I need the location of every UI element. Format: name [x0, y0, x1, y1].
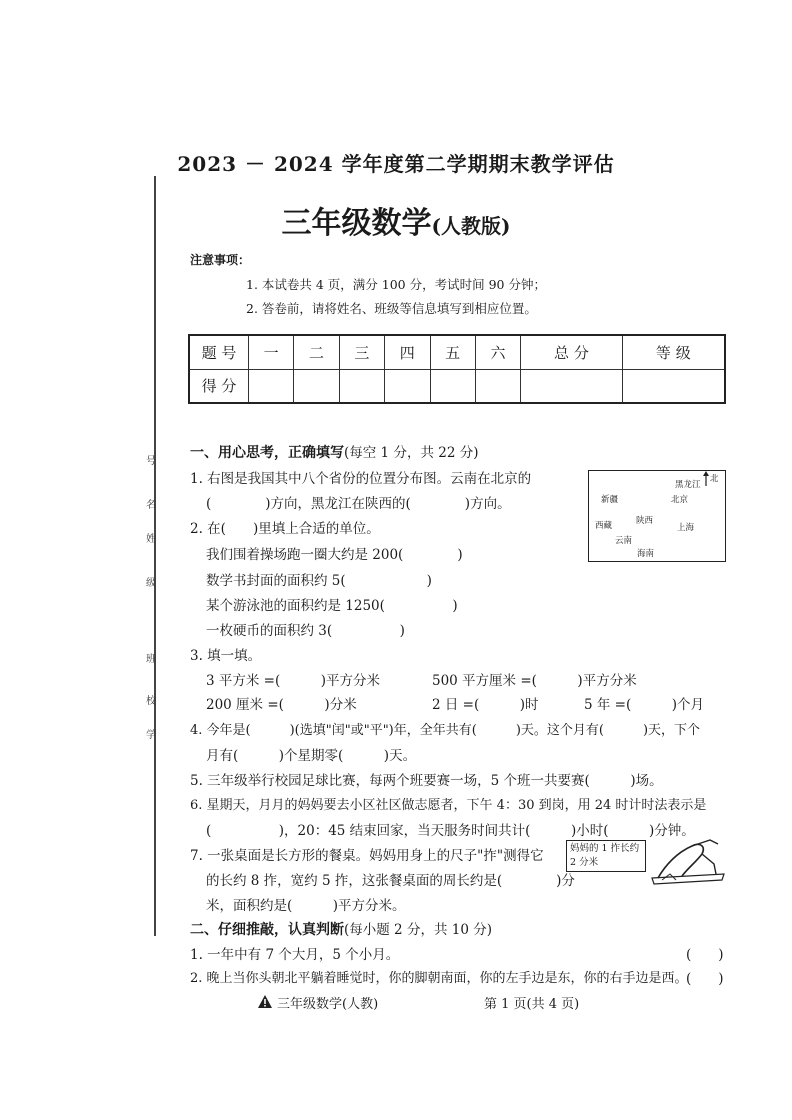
map-label: 陕西 — [636, 516, 654, 526]
span-note-box: 妈妈的 1 拃长约 2 分米 — [566, 840, 646, 872]
north-label: 北 — [710, 474, 719, 484]
table-header-cell: 三 — [339, 335, 384, 369]
side-mark: 校 — [146, 696, 156, 707]
map-label: 云南 — [615, 536, 633, 546]
score-cell[interactable] — [430, 369, 475, 403]
score-cell[interactable] — [294, 369, 339, 403]
judge-question-2: 2. 晚上当你头朝北平躺着睡觉时，你的脚朝南面，你的左手边是东，你的右手边是西。 — [190, 971, 688, 986]
score-cell[interactable] — [339, 369, 384, 403]
side-mark: 姓 — [146, 534, 156, 545]
map-label: 新疆 — [601, 495, 619, 505]
side-mark: 名 — [146, 500, 156, 511]
side-mark: 班 — [146, 654, 156, 665]
question-3c: 200 厘米 =( )分米 — [206, 697, 357, 713]
question-6-line1: 6. 星期天，月月的妈妈要去小区社区做志愿者，下午 4：30 到岗，用 24 时计时法表示是 — [190, 798, 707, 813]
score-row-label: 得 分 — [189, 369, 249, 403]
exam-title: 2023 － 2024 学年度第二学期期末教学评估 — [177, 152, 615, 176]
answer-paren[interactable]: ( ) — [686, 971, 724, 987]
question-2b: 数学书封面的面积约 5( ) — [206, 573, 432, 589]
judge-question-1: 1. 一年中有 7 个大月，5 个小月。 — [190, 947, 400, 963]
question-7-line1: 7. 一张桌面是长方形的餐桌。妈妈用身上的尺子"拃"测得它 — [190, 848, 544, 864]
map-label: 海南 — [637, 549, 655, 559]
note-item: 2. 答卷前，请将姓名、班级等信息填写到相应位置。 — [246, 301, 537, 316]
province-map — [588, 470, 726, 562]
question-2a: 我们围着操场跑一圈大约是 200( ) — [206, 547, 463, 563]
question-3-line1: 3. 填一填。 — [190, 648, 262, 664]
table-header-cell: 四 — [385, 335, 430, 369]
question-4-line1: 4. 今年是( )(选填"闰"或"平")年，全年共有( )天。这个月有( )天，下个 — [190, 723, 701, 738]
hand-span-illustration-icon — [648, 834, 728, 886]
notes-heading: 注意事项： — [190, 253, 251, 267]
section-points: (每空 1 分，共 22 分) — [344, 445, 479, 461]
edition-label: (人教版) — [431, 214, 511, 238]
question-1-line2: ( )方向，黑龙江在陕西的( )方向。 — [206, 496, 511, 512]
score-cell[interactable] — [475, 369, 520, 403]
question-3a: 3 平方米 =( )平方分米 — [206, 673, 381, 689]
map-label: 北京 — [671, 495, 689, 505]
binding-line — [154, 176, 156, 936]
question-3b: 500 平方厘米 =( )平方分米 — [432, 673, 637, 689]
question-4-line2: 月有( )个星期零( )天。 — [206, 748, 417, 764]
answer-paren[interactable]: ( ) — [686, 947, 724, 963]
table-header-cell: 题 号 — [189, 335, 249, 369]
side-mark: 号 — [146, 456, 156, 467]
map-label: 黑龙江 — [675, 480, 701, 490]
footer-subject: 三年级数学(人教) — [277, 997, 379, 1012]
question-3e: 5 年 =( )个月 — [584, 697, 705, 713]
warning-triangle-icon — [258, 995, 272, 1008]
table-header-cell: 等 级 — [622, 335, 725, 369]
question-7-line2: 的长约 8 拃，宽约 5 拃，这张餐桌面的周长约是( )分 — [206, 873, 575, 889]
question-6-line2: ( )，20：45 结束回家，当天服务时间共计( )小时( )分钟。 — [206, 823, 695, 839]
question-2d: 一枚硬币的面积约 3( ) — [206, 623, 405, 639]
table-header-cell: 二 — [294, 335, 339, 369]
footer-page: 第 1 页(共 4 页) — [484, 997, 580, 1012]
question-1-line1: 1. 右图是我国其中八个省份的位置分布图。云南在北京的 — [190, 471, 532, 487]
question-7-line3: 米，面积约是( )平方分米。 — [206, 898, 406, 914]
question-5: 5. 三年级举行校园足球比赛，每两个班要赛一场，5 个班一共要赛( )场。 — [190, 773, 663, 789]
map-label: 上海 — [677, 523, 695, 533]
section-title: 一、用心思考，正确填写 — [190, 445, 344, 461]
score-cell[interactable] — [385, 369, 430, 403]
question-3d: 2 日 =( )时 — [432, 697, 539, 713]
section-points: (每小题 2 分，共 10 分) — [344, 922, 492, 938]
table-header-cell: 总 分 — [521, 335, 622, 369]
map-label: 西藏 — [595, 521, 613, 531]
section-heading — [190, 441, 478, 462]
note-item: 1. 本试卷共 4 页，满分 100 分，考试时间 90 分钟； — [246, 277, 546, 292]
score-table — [188, 334, 726, 404]
north-arrow-icon — [702, 471, 710, 487]
score-cell[interactable] — [249, 369, 294, 403]
exam-subtitle — [0, 198, 792, 242]
section-heading — [190, 918, 492, 939]
table-header-cell: 六 — [475, 335, 520, 369]
side-mark: 级 — [146, 578, 156, 589]
subject-title: 三年级数学 — [281, 206, 432, 241]
table-header-cell: 五 — [430, 335, 475, 369]
question-2-line1: 2. 在( )里填上合适的单位。 — [190, 521, 380, 537]
score-cell[interactable] — [622, 369, 725, 403]
side-mark: 学 — [146, 730, 156, 741]
section-title: 二、仔细推敲，认真判断 — [190, 922, 344, 938]
question-2c: 某个游泳池的面积约是 1250( ) — [206, 598, 458, 614]
score-cell[interactable] — [521, 369, 622, 403]
table-header-cell: 一 — [249, 335, 294, 369]
